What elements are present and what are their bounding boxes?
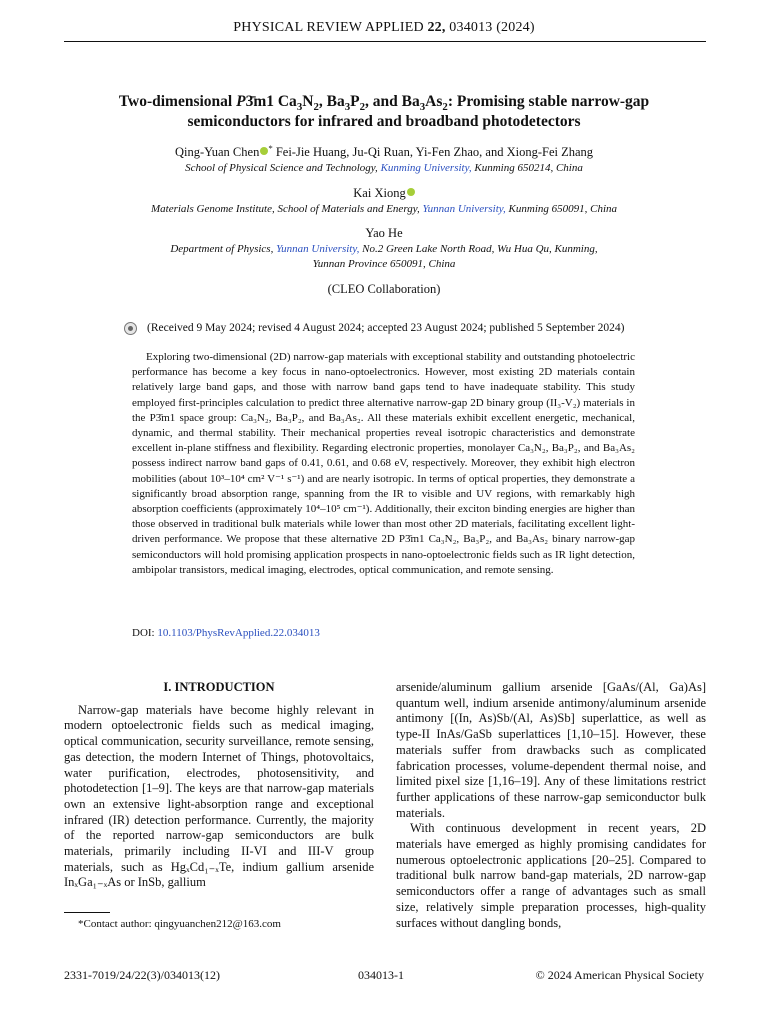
header-rule	[64, 41, 706, 42]
collaboration: (CLEO Collaboration)	[327, 282, 441, 296]
received-dates: (Received 9 May 2024; revised 4 August 2024; accepted 23 August 2024; published 5 September 2024)	[147, 322, 625, 334]
author-list-3	[40, 226, 728, 241]
affiliation-1: School of Physical Science and Technology, Kunming University, Kunming 650214, China	[185, 162, 583, 174]
affiliation-2: Materials Genome Institute, School of Materials and Energy, Yunnan University, Kunming 650091, China	[150, 203, 618, 215]
affiliation-link-kunming[interactable]: Kunming University,	[380, 162, 472, 174]
footer-issn: 2331-7019/24/22(3)/034013(12)	[64, 968, 220, 982]
author-name[interactable]: Yao He	[365, 226, 403, 240]
doi: DOI: 10.1103/PhysRevApplied.22.034013	[132, 627, 320, 639]
abstract: Exploring two-dimensional (2D) narrow-gap materials with exceptional stability and outstanding photoelectric performance has become a key focus in nano-optoelectronics. However, most existing 2D materials contain relatively large band gaps, and those with narrow band gaps tend to have inadequate stability. This study employed first-principles calculation to predict three alternative narrow-gap 2D binary group (II₃-V₂) materials in the P3̄m1 space group: Ca₃N₂, Ba₃P₂, and Ba₃As₂. All these materials exhibit excellent energetic, mechanical, dynamic, and thermal stability. Their mechanical properties reveal isotropic characteristics and demonstrate excellent in-plane stiffness and flexibility. Regarding electronic properties, monolayer Ca₃N₂, Ba₃P₂, and Ba₃As₂ possess indirect narrow band gaps of 0.41, 0.61, and 0.68 eV, respectively. Moreover, they exhibit high electron mobilities (about 10³–10⁴ cm² V⁻¹ s⁻¹) and are nearly isotropic. In terms of optical properties, they demonstrate a significantly broad absorption range, spanning from the IR to visible and UV regions, with remarkably high absorption coefficients (approximately 10⁴–10⁵ cm⁻¹). Additionally, their exciton binding energies are higher than those observed in traditional bulk materials while lower than most other 2D materials, facilitating excellent light-driven performance. We propose that these alternative 2D P3̄m1 Ca₃N₂, Ba₃P₂, and Ba₃As₂ binary narrow-gap semiconductors will hold promising application prospects in nano-optoelectronic fields such as IR light detection, ambipolar transistors, medical imaging, electrodes, optical communication, and remote sensing.	[132, 351, 635, 576]
corresponding-mark: *	[268, 142, 273, 153]
author-list-1: Qing-Yuan Chen * Fei-Jie Huang, Ju-Qi Ruan, Yi-Fen Zhao, and Xiong-Fei Zhang	[174, 142, 594, 159]
author-name[interactable]: Kai Xiong	[353, 186, 406, 200]
doi-link[interactable]: 10.1103/PhysRevApplied.22.034013	[157, 627, 320, 639]
footnote: *Contact author: qingyuanchen212@163.com	[78, 918, 281, 930]
body-paragraph: With continuous development in recent years, 2D materials have emerged as highly promising candidates for numerous optoelectronic applications [20–25]. Compared to traditional bulk narrow band-gap materials, 2D narrow-gap semiconductors offer a range of advantages such as small size, relatively simple preparation processes, high-quality surfaces without dangling bonds,	[396, 821, 706, 930]
section-heading: I. INTRODUCTION	[163, 680, 275, 694]
affiliation-link-yunnan[interactable]: Yunnan University,	[422, 203, 506, 215]
paper-title: Two-dimensional P3̄m1 $Ca_3N_2$, $Ba_3P_2$, and $Ba_3As_2$: Promising stable narrow-gap semiconductors for infrared and broadband photodetectors	[118, 93, 650, 130]
affiliation-link-yunnan[interactable]: Yunnan University,	[276, 243, 360, 255]
footer-copyright: © 2024 American Physical Society	[535, 968, 704, 982]
body-paragraph: Narrow-gap materials have become highly relevant in modern optoelectronic fields such as medical imaging, optical communication, security surveillance, remote sensing, gas detection, the modern Internet of Things, photovoltaics, water purification, electrodes, photosensitivity, and photodetection [1–9]. The keys are that narrow-gap materials own an extensive light-absorption range and exceptional infrared (IR) detection performance. Currently, the majority of the reported narrow-gap semiconductors are bulk materials, primarily including II-VI and III-V group materials, such as HgₓCd₁₋ₓTe, indium gallium arsenide InₓGa₁₋ₓAs or InSb, gallium	[64, 702, 374, 890]
left-column	[64, 680, 374, 891]
body-paragraph: arsenide/aluminum gallium arsenide [GaAs/(Al, Ga)As] quantum well, indium arsenide antimony/aluminum arsenide antimony [(In, As)Sb/(Al, As)Sb] superlattice, as well as type-II InAs/GaSb superlattices [1,10–15]. However, these materials suffer from drawbacks such as complicated fabrication processes, volume-dependent thermal noise, and limited pixel size [1,16–19]. Any of these limitations restrict further applications of these narrow-gap semiconductor bulk materials.	[396, 680, 706, 820]
author-name[interactable]: Qing-Yuan Chen	[174, 145, 260, 159]
orcid-icon[interactable]	[407, 188, 415, 196]
right-column	[396, 680, 706, 931]
author-list-2	[40, 186, 728, 201]
affiliation-3-line2: Yunnan Province 650091, China	[312, 258, 456, 270]
footnote-rule	[64, 912, 110, 913]
affiliation-3: Department of Physics, Yunnan University, No.2 Green Lake North Road, Wu Hua Qu, Kunming,	[170, 243, 598, 255]
footer-page-number: 034013-1	[358, 968, 404, 982]
journal-header: PHYSICAL REVIEW APPLIED 22, 034013 (2024)	[233, 20, 535, 35]
crossmark-icon[interactable]	[124, 322, 137, 335]
